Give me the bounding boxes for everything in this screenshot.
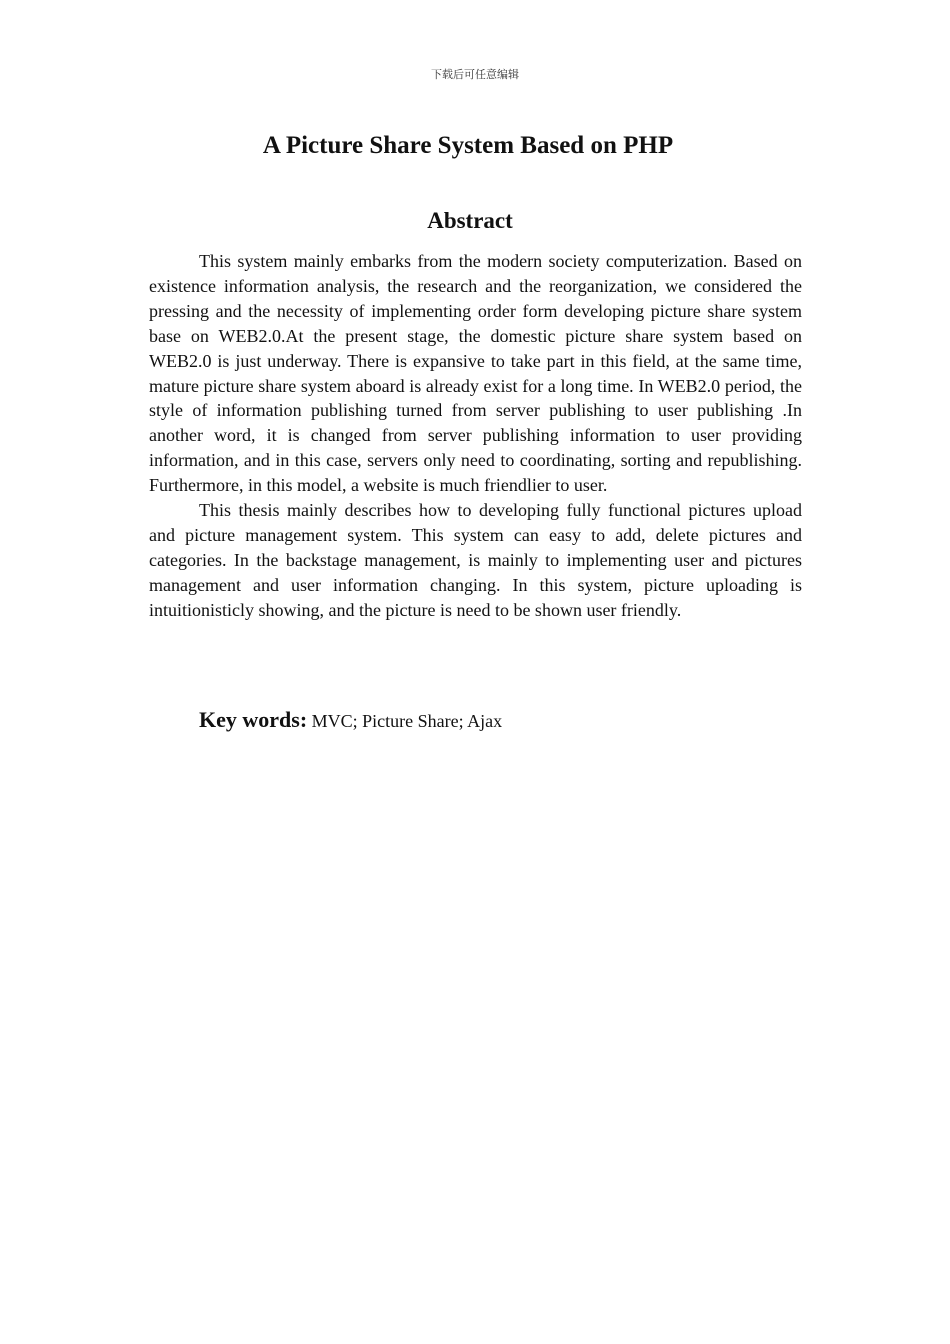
abstract-paragraph-2: This thesis mainly describes how to developing fully functional pictures upload and picture management system. This system can easy to add, delete pictures and categories. In the backstage management, is mainly to implementing user and pictures management and user information changing. In this system, picture uploading is intuitionisticly showing, and the picture is need to be shown user friendly. — [149, 500, 802, 620]
abstract-heading: Abstract — [427, 208, 513, 233]
abstract-paragraph-1: This system mainly embarks from the modern society computerization. Based on existence information analysis, the research and the reorganization, we considered the pressing and the necessity of implementing order form developing picture share system base on WEB2.0.At the present stage, the domestic picture share system based on WEB2.0 is just underway. There is expansive to take part in this field, at the same time, mature picture share system aboard is already exist for a long time. In WEB2.0 period, the style of information publishing turned from server publishing to user publishing .In another word, it is changed from server publishing information to user providing information, and in this case, servers only need to coordinating, sorting and republishing. Furthermore, in this model, a website is much friendlier to user. — [149, 251, 802, 496]
keywords-line — [199, 707, 502, 733]
header-note: 下载后可任意编辑 — [431, 68, 519, 81]
abstract-body — [149, 249, 802, 623]
keywords-label: Key words: — [199, 707, 308, 732]
keywords-value: MVC; Picture Share; Ajax — [311, 711, 503, 731]
document-title: A Picture Share System Based on PHP — [262, 132, 674, 159]
